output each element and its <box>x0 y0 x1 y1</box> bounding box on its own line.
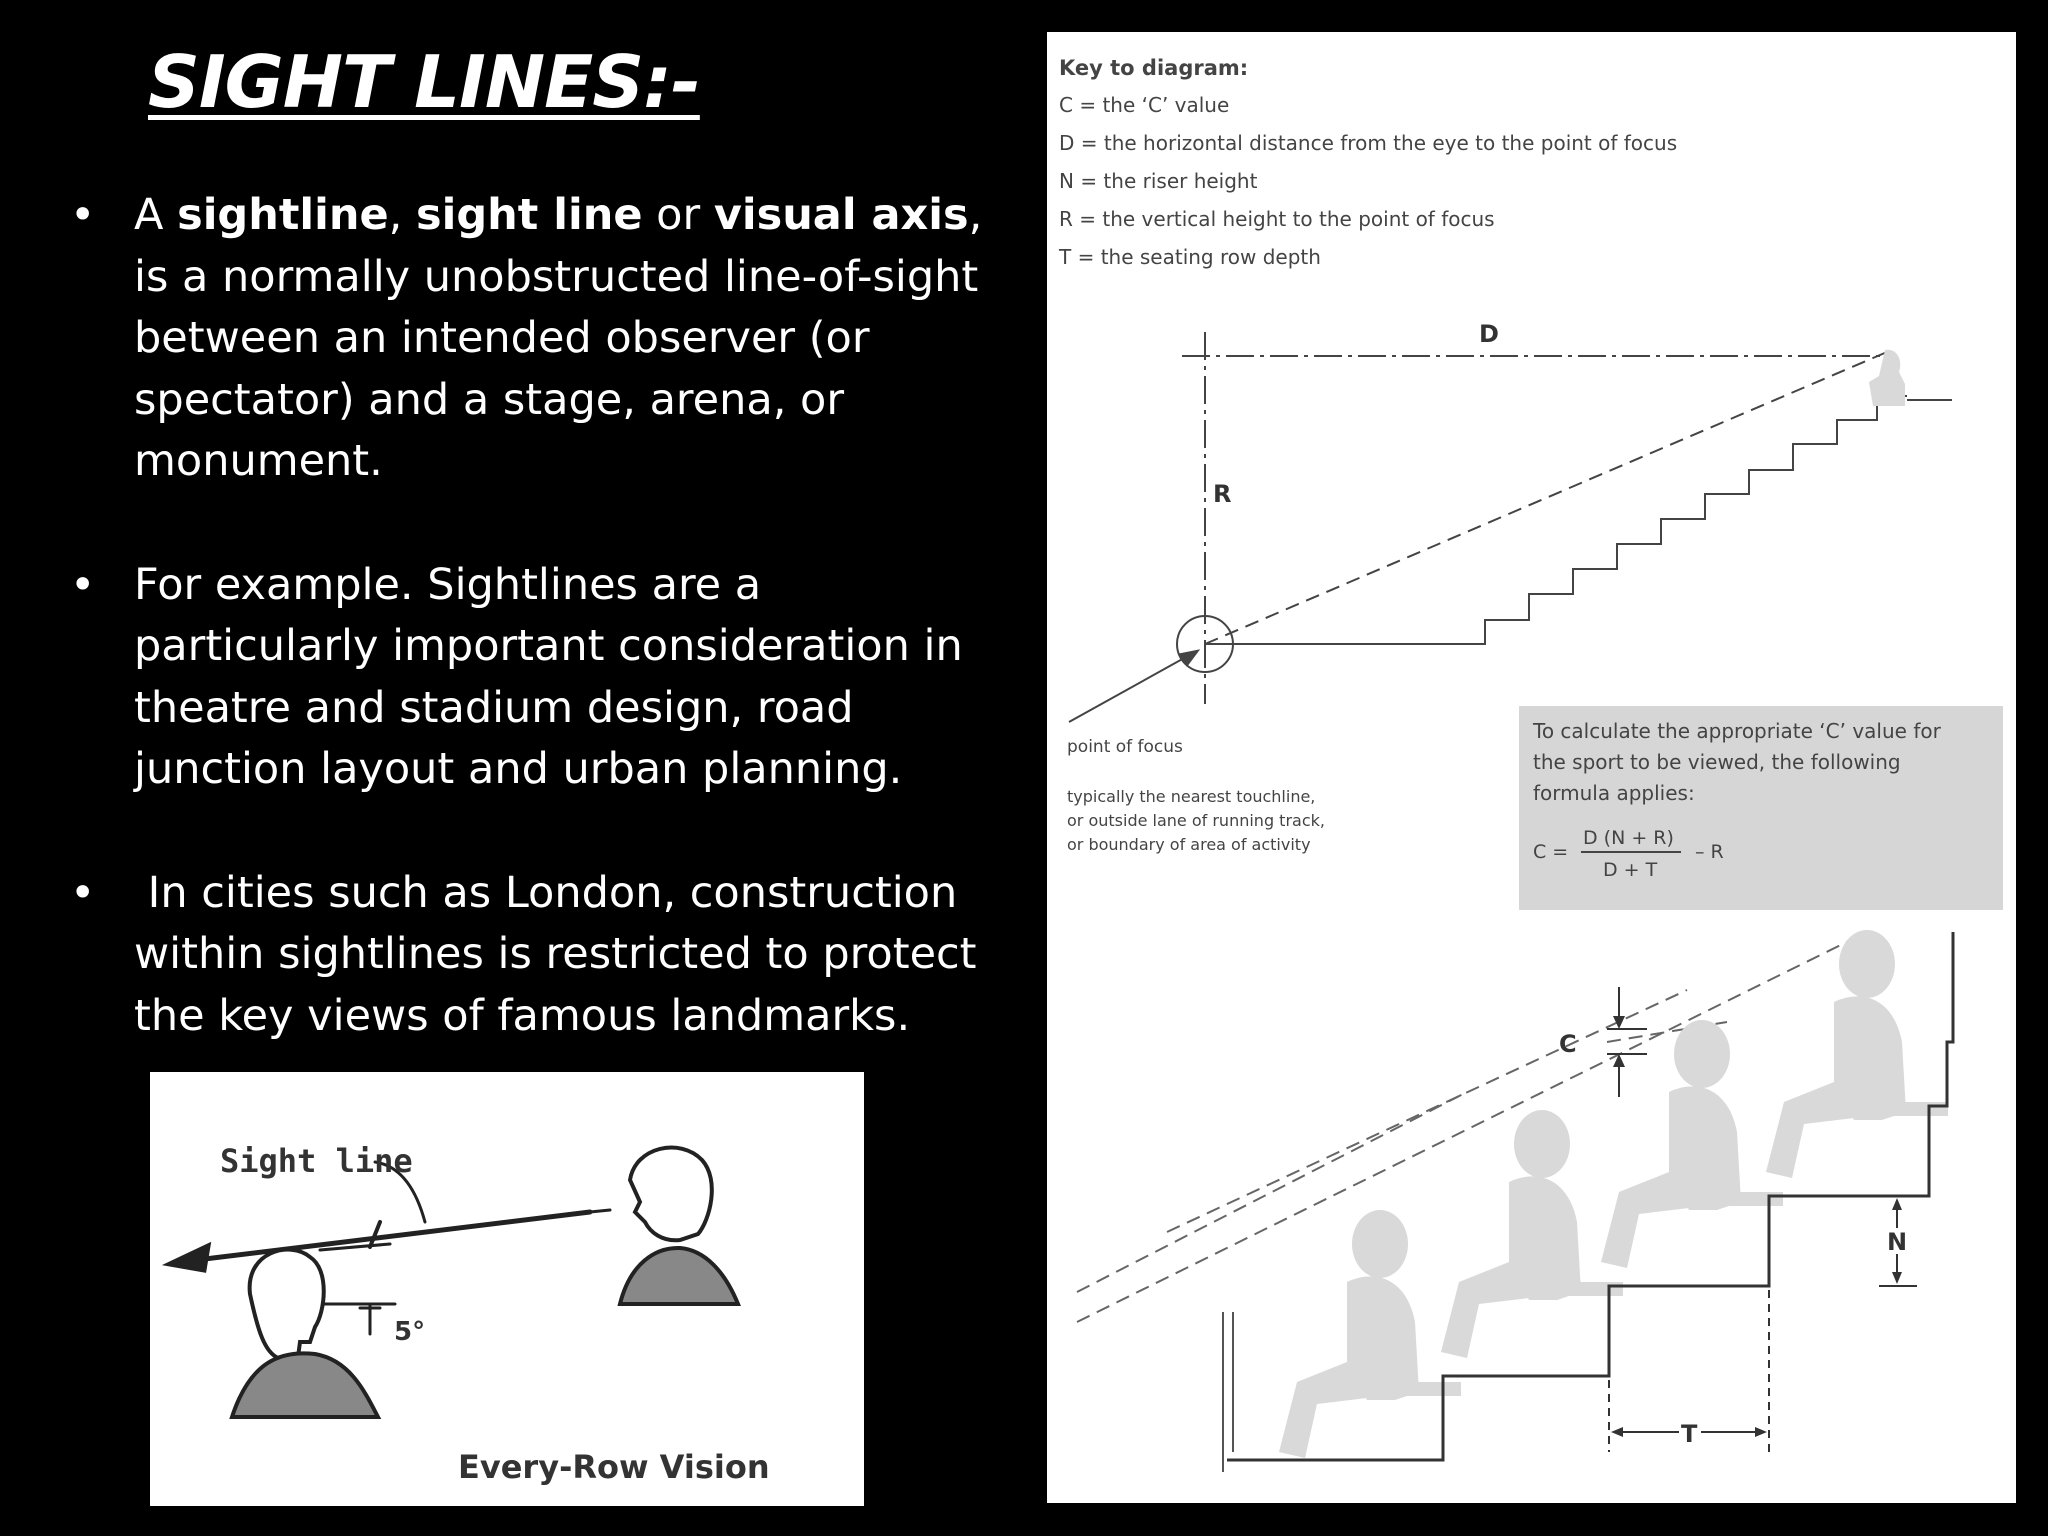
bullet-text: In cities such as London, construction within sightlines is restricted to protect the key views of famous landmarks. <box>134 867 991 1041</box>
formula-intro-line-3: formula applies: <box>1533 781 1695 805</box>
label-d: D <box>1479 320 1499 348</box>
slide-title: SIGHT LINES:- <box>148 40 700 124</box>
formula-rhs: – R <box>1695 841 1724 863</box>
sightline-diagram-panel <box>1047 32 2016 1503</box>
focus-note-line-2: or outside lane of running track, <box>1067 811 1325 830</box>
lower-sight-line-3 <box>1167 990 1687 1232</box>
lower-sight-line-2 <box>1077 1092 1467 1292</box>
label-n: N <box>1887 1228 1908 1256</box>
bullet-text: A <box>134 190 178 240</box>
key-item-r: R = the vertical height to the point of focus <box>1059 207 1495 231</box>
sketch-caption: Every-Row Vision <box>458 1448 770 1486</box>
key-item-c: C = the ‘C’ value <box>1059 93 1230 117</box>
focus-pointer <box>1069 652 1195 722</box>
pointer-arrowhead-icon <box>1179 650 1199 666</box>
rear-viewer-icon <box>620 1148 738 1304</box>
label-r: R <box>1213 480 1232 508</box>
sightline-diagram <box>1047 32 2016 1503</box>
upper-sight-line <box>1205 352 1887 644</box>
dimension-t <box>1609 1206 1769 1452</box>
focus-note-line-3: or boundary of area of activity <box>1067 835 1311 854</box>
n-arrow-down-icon <box>1892 1272 1902 1284</box>
t-arrow-right-icon <box>1755 1427 1767 1437</box>
every-row-vision-sketch <box>150 1072 864 1506</box>
term-visual-axis: visual axis <box>713 190 969 240</box>
sight-line <box>180 1212 590 1262</box>
diagram-key <box>1058 56 1677 269</box>
formula-intro-line-1: To calculate the appropriate ‘C’ value for <box>1533 719 1941 743</box>
angle-label: 5° <box>394 1317 426 1347</box>
label-t: T <box>1681 1420 1698 1448</box>
bullet-marker: • <box>70 867 96 918</box>
spectator-3-icon <box>1601 1020 1783 1268</box>
lower-section-diagram <box>1077 930 1953 1472</box>
sketch-drawing <box>150 1072 864 1506</box>
spectator-2-icon <box>1441 1110 1623 1358</box>
focus-note-line-1: typically the nearest touchline, <box>1067 787 1316 806</box>
formula-numerator: D (N + R) <box>1583 827 1674 849</box>
bullet-london <box>66 863 1016 1048</box>
label-c: C <box>1559 1030 1577 1058</box>
point-of-focus-label: point of focus <box>1067 737 1183 757</box>
upper-steps <box>1205 396 1907 644</box>
sight-line-label: Sight line <box>220 1142 413 1180</box>
lower-sight-line-1 <box>1077 932 1867 1322</box>
front-barrier <box>1223 1312 1233 1472</box>
bullet-example <box>66 555 1016 801</box>
front-viewer-icon <box>232 1250 378 1417</box>
t-arrow-left-icon <box>1611 1427 1623 1437</box>
formula-box <box>1519 706 2003 910</box>
formula-lhs: C = <box>1533 841 1569 863</box>
focus-notes <box>1067 737 1325 854</box>
spectator-1-icon <box>1279 1210 1461 1458</box>
bullet-list <box>66 185 1016 1109</box>
bullet-marker: • <box>70 559 96 610</box>
bullet-text: For example. Sightlines are a particularly important consideration in theatre and stadium design, road junction layout and urban planning. <box>134 559 963 794</box>
arrowhead-icon <box>170 1246 208 1270</box>
formula-intro-line-2: the sport to be viewed, the following <box>1533 750 1901 774</box>
bullet-sightline-definition: • A sightline, sight line or visual axis, is a normally unobstructed line-of-sight between an intended observer (or spectator) and a stage, arena, or monument. <box>66 185 1016 493</box>
formula-denominator: D + T <box>1603 859 1658 881</box>
bullet-marker: • <box>70 190 96 240</box>
key-item-t: T = the seating row depth <box>1059 245 1321 269</box>
n-arrow-up-icon <box>1892 1198 1902 1210</box>
key-title: Key to diagram: <box>1059 56 1249 80</box>
key-item-n: N = the riser height <box>1059 169 1258 193</box>
term-sightline: sightline <box>177 190 389 240</box>
spectator-silhouettes <box>1279 930 1948 1458</box>
upper-section-diagram <box>1069 332 1952 722</box>
key-item-d: D = the horizontal distance from the eye to the point of focus <box>1059 131 1678 155</box>
term-sight-line: sight line <box>415 190 643 240</box>
spectator-4-icon <box>1766 930 1948 1178</box>
